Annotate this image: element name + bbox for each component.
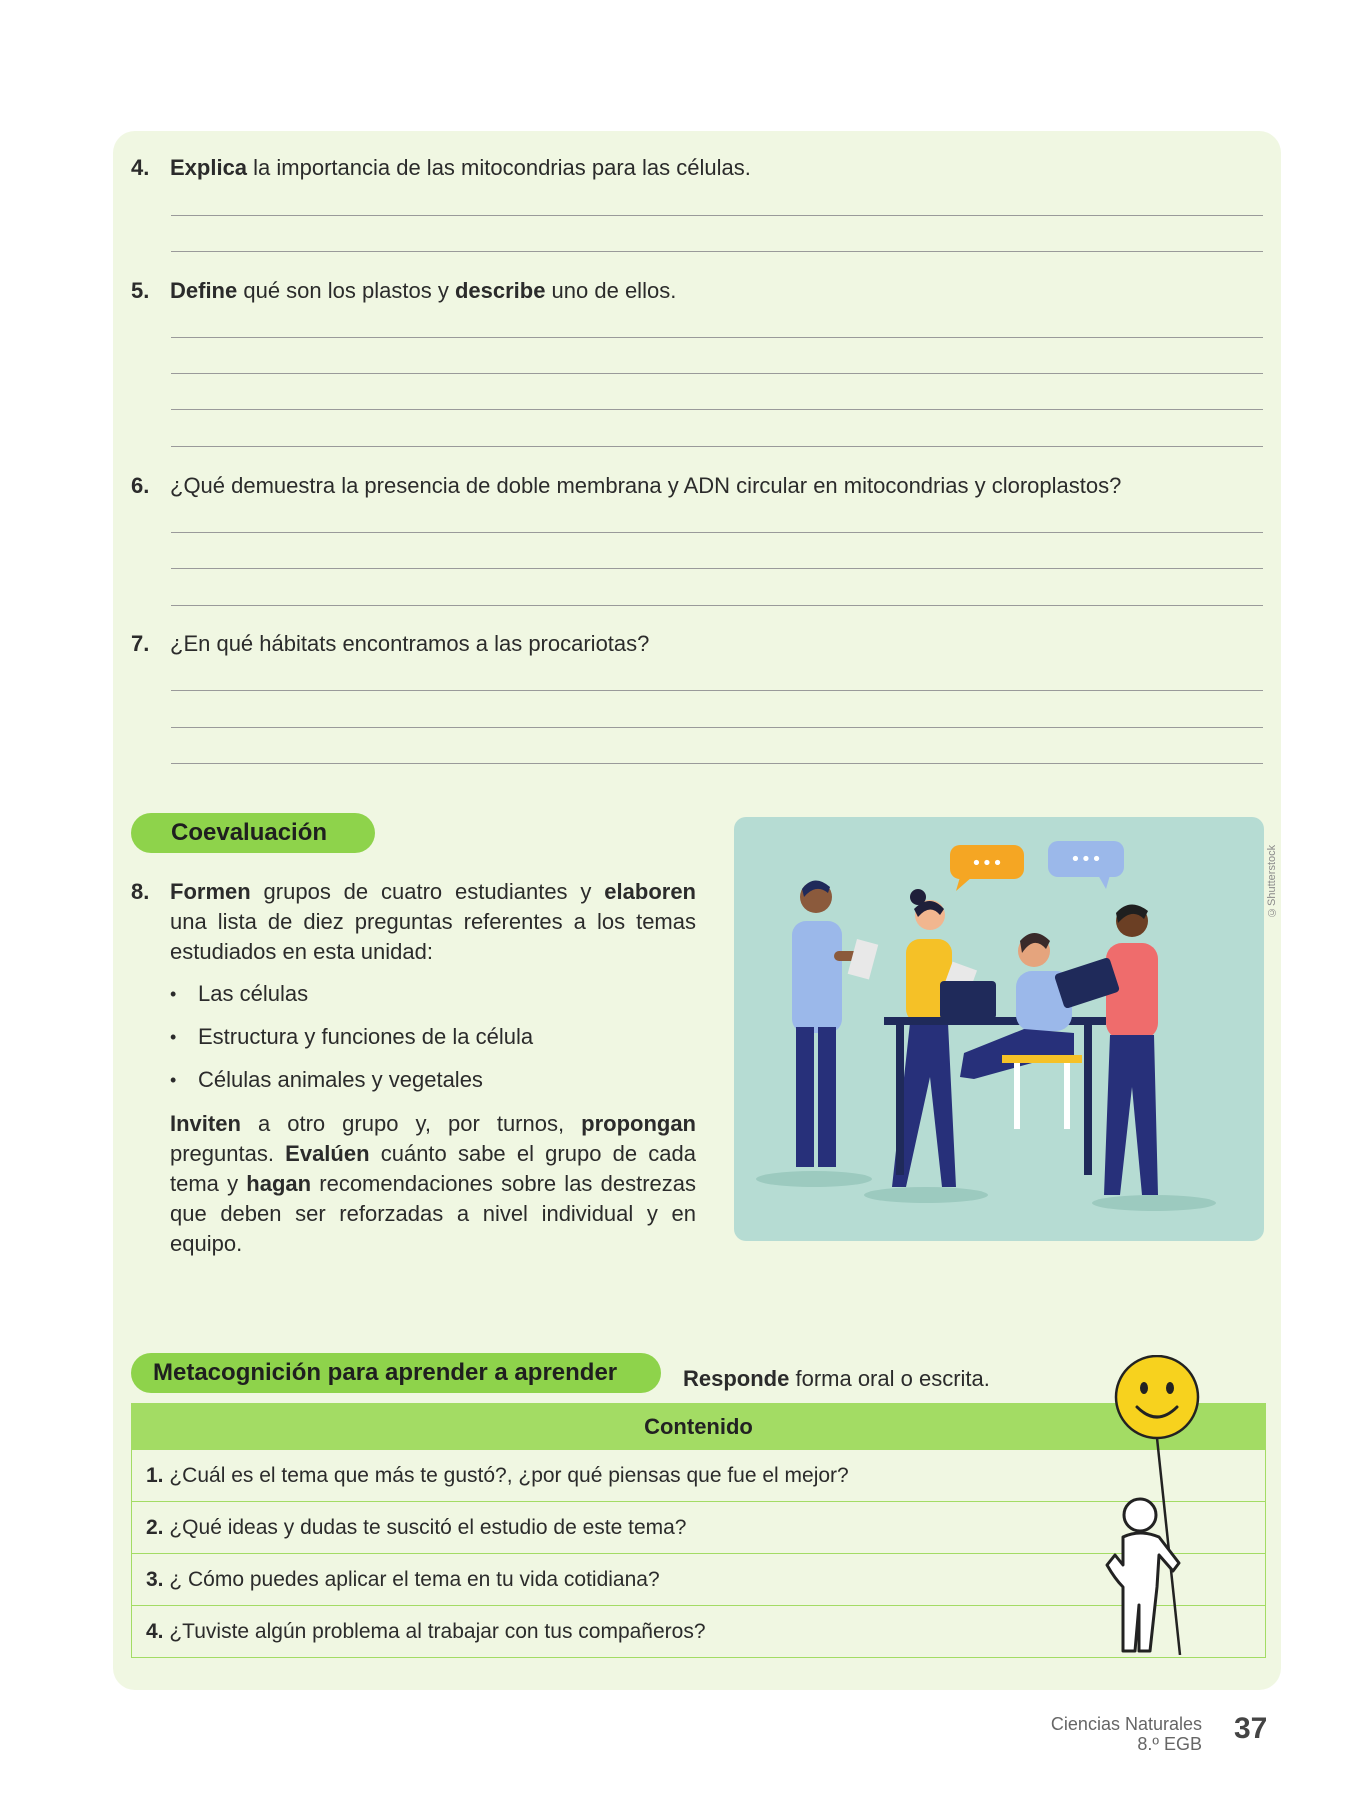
bullet-icon: • (170, 984, 177, 1004)
svg-text:•••: ••• (1070, 849, 1102, 870)
topic-list (170, 979, 696, 1095)
answer-line[interactable] (171, 763, 1263, 764)
answer-line[interactable] (171, 373, 1263, 374)
table-cell: 3. ¿ Cómo puedes aplicar el tema en tu vida cotidiana? (132, 1554, 1266, 1606)
table-cell: 1. ¿Cuál es el tema que más te gustó?, ¿por qué piensas que fue el mejor? (132, 1450, 1266, 1502)
question-text: Explica la importancia de las mitocondrias para las células. (170, 155, 751, 180)
subject-label: Ciencias Naturales (1050, 1714, 1202, 1734)
page-number: 37 (1234, 1712, 1268, 1745)
people-working-image (734, 817, 1264, 1241)
grade-label: 8.º EGB (1137, 1734, 1202, 1754)
answer-line[interactable] (171, 605, 1263, 606)
question-4 (131, 153, 1261, 183)
question-text: Define qué son los plastos y describe uno de ellos. (170, 278, 677, 303)
list-item: • Estructura y funciones de la célula (170, 1022, 696, 1052)
laptop-icon (940, 981, 996, 1019)
question-number: 8. (131, 879, 150, 904)
table-header: Contenido (132, 1404, 1266, 1450)
bullet-icon: • (170, 1027, 177, 1047)
answer-line[interactable] (171, 215, 1263, 216)
seated-man-figure (960, 933, 1082, 1129)
activity-instructions: Inviten a otro grupo y, por turnos, propongan preguntas. Evalúen cuánto sabe el grupo de cada tema y hagan recomendaciones sobre las destrezas que deben ser reforzadas a nivel individual y en equipo. (170, 1111, 696, 1256)
answer-line[interactable] (171, 251, 1263, 252)
question-5 (131, 276, 1261, 306)
table-cell: 2. ¿Qué ideas y dudas te suscitó el estudio de este tema? (132, 1502, 1266, 1554)
answer-line[interactable] (171, 409, 1263, 410)
answer-line[interactable] (171, 690, 1263, 691)
smiley-balloon-figure-icon (1095, 1355, 1225, 1655)
standing-woman-figure (892, 889, 977, 1187)
table-cell: 4. ¿Tuviste algún problema al trabajar con tus compañeros? (132, 1606, 1266, 1658)
question-text: ¿Qué demuestra la presencia de doble membrana y ADN circular en mitocondrias y cloroplastos? (170, 473, 1122, 498)
answer-line[interactable] (171, 568, 1263, 569)
speech-bubble-icon (950, 845, 1024, 891)
metacognicion-heading: Metacognición para aprender a aprender (131, 1353, 661, 1393)
answer-line[interactable] (171, 727, 1263, 728)
question-7 (131, 629, 1261, 659)
team-work-illustration (734, 817, 1264, 1241)
instruction-text: forma oral o escrita. (789, 1366, 990, 1391)
answer-line[interactable] (171, 446, 1263, 447)
standing-man-figure (792, 880, 878, 1167)
question-number: 5. (131, 278, 150, 303)
activity-intro: Formen grupos de cuatro estudiantes y elaboren una lista de diez preguntas referentes a los temas estudiados en esta unidad: (170, 879, 696, 964)
image-credit: ©Shutterstock (1266, 844, 1278, 918)
list-item: • Las células (170, 979, 696, 1009)
coevaluacion-activity (131, 877, 696, 1259)
question-number: 7. (131, 631, 150, 656)
speech-bubble-icon (1048, 841, 1124, 889)
question-number: 6. (131, 473, 150, 498)
list-item: • Células animales y vegetales (170, 1065, 696, 1095)
instruction-bold: Responde (683, 1366, 790, 1391)
coevaluacion-heading: Coevaluación (131, 813, 375, 853)
svg-text:•••: ••• (971, 853, 1003, 874)
question-number: 4. (131, 155, 150, 180)
question-6 (131, 471, 1261, 501)
bullet-icon: • (170, 1070, 177, 1090)
answer-line[interactable] (171, 532, 1263, 533)
answer-line[interactable] (171, 337, 1263, 338)
question-text: ¿En qué hábitats encontramos a las procariotas? (170, 631, 650, 656)
footer-subject (1051, 1714, 1202, 1754)
metacognicion-instruction (683, 1364, 990, 1394)
